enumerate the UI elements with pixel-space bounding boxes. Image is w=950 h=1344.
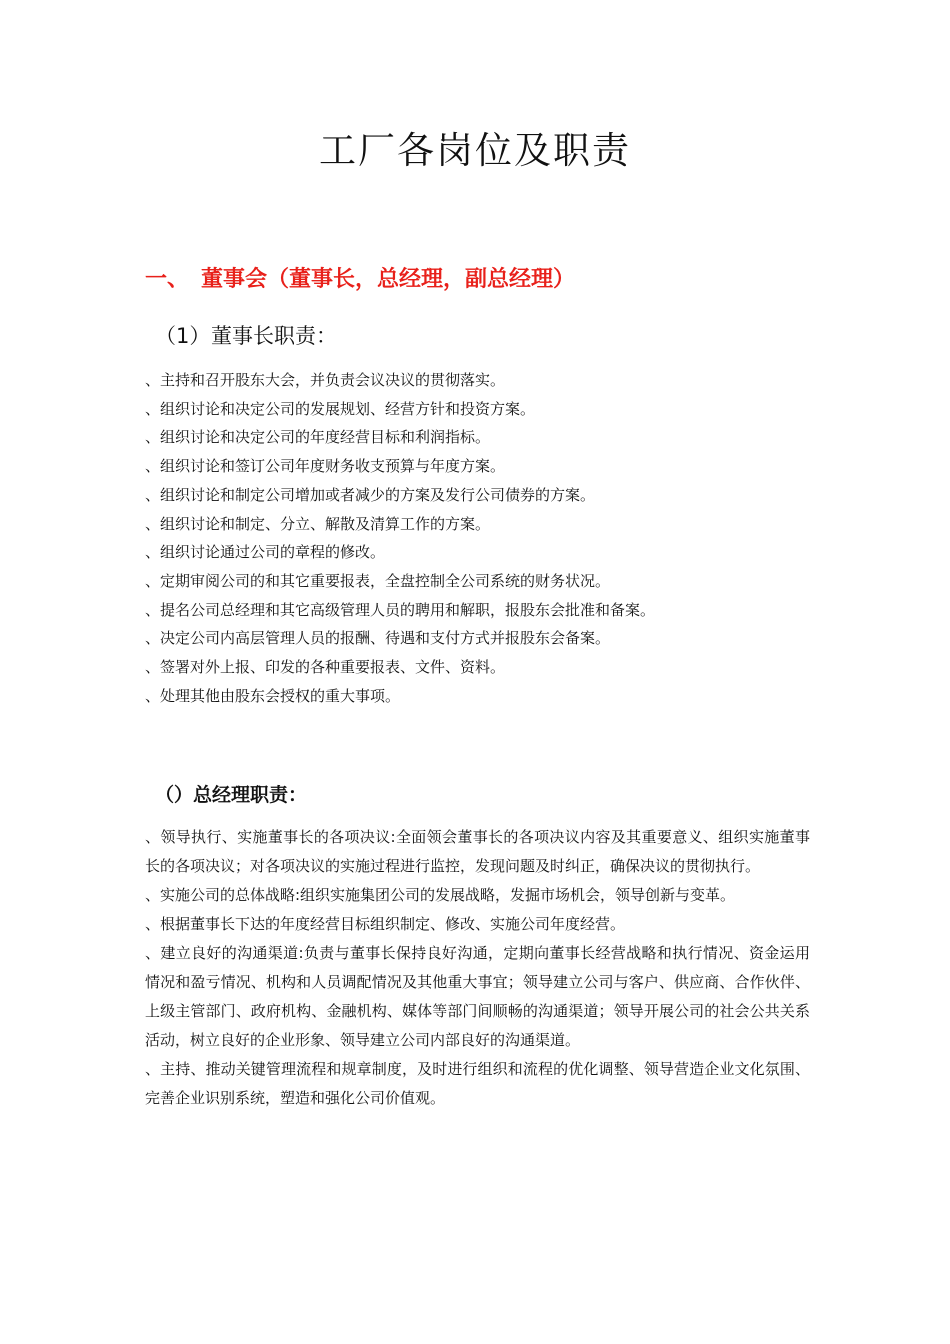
list-item: 、实施公司的总体战略:组织实施集团公司的发展战略，发掘市场机会，领导创新与变革。 [145, 886, 736, 904]
list-item: 、领导执行、实施董事长的各项决议:全面领会董事长的各项决议内容及其重要意义、组织实施董事长的各项决议；对各项决议的实施过程进行监控，发现问题及时纠正，确保决议的贯彻执行。 [145, 828, 810, 875]
list-item: 、组织讨论和决定公司的年度经营目标和利润指标。 [145, 428, 491, 447]
list-item: 、根据董事长下达的年度经营目标组织制定、修改、实施公司年度经营。 [145, 915, 626, 933]
list-item: 、主持和召开股东大会，并负责会议决议的贯彻落实。 [145, 371, 506, 389]
chairman-title: 董事长职责： [211, 324, 337, 348]
gm-duties-list [145, 823, 810, 1113]
list-item: 、处理其他由股东会授权的重大事项。 [145, 686, 401, 705]
chairman-duties-list [145, 366, 825, 710]
list-item: 、签署对外上报、印发的各种重要报表、文件、资料。 [145, 658, 506, 677]
list-item: 、组织讨论和制定、分立、解散及清算工作的方案。 [145, 514, 491, 533]
list-item: 、决定公司内高层管理人员的报酬、待遇和支付方式并报股东会备案。 [145, 629, 611, 648]
list-item: 、建立良好的沟通渠道:负责与董事长保持良好沟通，定期向董事长经营战略和执行情况、资金运用情况和盈亏情况、机构和人员调配情况及其他重大事宜；领导建立公司与客户、供应商、合作伙伴、上级主管部门、政府机构、金融机构、媒体等部门间顺畅的沟通渠道；领导开展公司的社会公共关系活动，树立良好的企业形象、领导建立公司内部良好的沟通渠道。 [145, 944, 810, 1049]
list-item: 、组织讨论通过公司的章程的修改。 [145, 543, 386, 562]
list-item: 、组织讨论和签订公司年度财务收支预算与年度方案。 [145, 457, 506, 476]
list-item: 、主持、推动关键管理流程和规章制度，及时进行组织和流程的优化调整、领导营造企业文化氛围、完善企业识别系统，塑造和强化公司价值观。 [145, 1060, 810, 1107]
section-heading-board [145, 262, 575, 293]
list-item: 、组织讨论和决定公司的发展规划、经营方针和投资方案。 [145, 399, 536, 418]
chairman-duties-heading [155, 320, 337, 350]
list-item: 、提名公司总经理和其它高级管理人员的聘用和解职，报股东会批准和备案。 [145, 600, 656, 619]
section-number: 一、 [145, 267, 190, 292]
list-item: 、定期审阅公司的和其它重要报表，全盘控制全公司系统的财务状况。 [145, 571, 611, 590]
page-title: 工厂各岗位及职责 [319, 129, 631, 172]
chairman-number: （1） [155, 324, 211, 348]
section-title: 董事会（董事长，总经理，副总经理） [201, 267, 576, 292]
gm-duties-heading: （）总经理职责： [155, 784, 308, 806]
list-item: 、组织讨论和制定公司增加或者减少的方案及发行公司债券的方案。 [145, 485, 596, 504]
